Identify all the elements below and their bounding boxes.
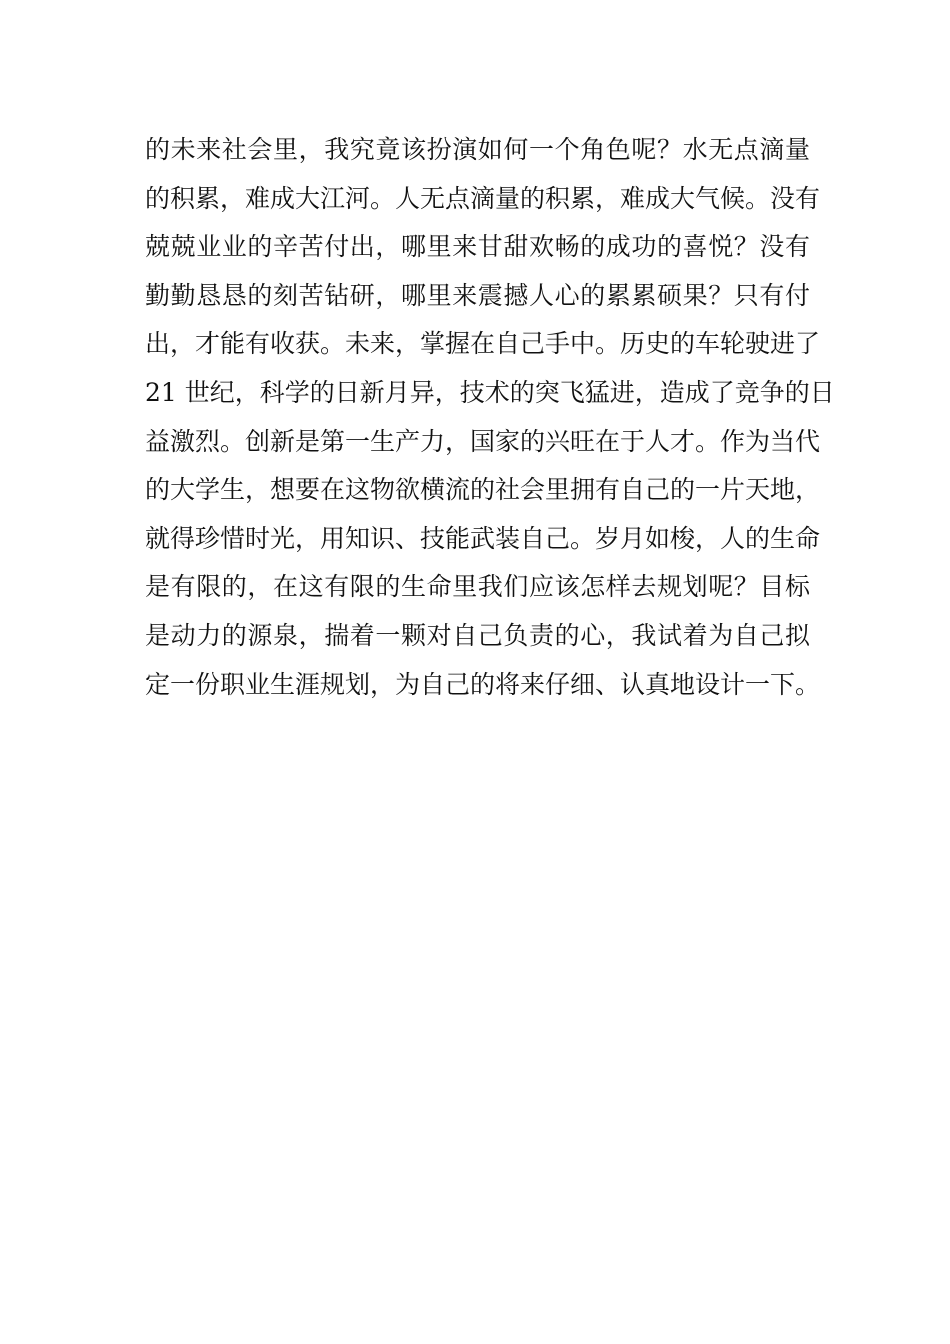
paragraph-line-6: 21 世纪，科学的日新月异，技术的突飞猛进，造成了竞争的日 [145,377,835,407]
paragraph-line-8: 的大学生，想要在这物欲横流的社会里拥有自己的一片天地， [145,475,821,505]
paragraph-line-9: 就得珍惜时光，用知识、技能武装自己。岁月如梭，人的生命 [145,523,821,553]
paragraph-line-2: 的积累，难成大江河。人无点滴量的积累，难成大气候。没有 [145,183,821,213]
paragraph-line-1: 的未来社会里，我究竟该扮演如何一个角色呢？水无点滴量 [145,135,810,164]
paragraph-line-11: 是动力的源泉，揣着一颗对自己负责的心，我试着为自己拟 [145,620,810,650]
paragraph-line-3: 兢兢业业的辛苦付出，哪里来甘甜欢畅的成功的喜悦？没有 [145,232,810,262]
paragraph-line-12: 定一份职业生涯规划，为自己的将来仔细、认真地设计一下。 [145,669,821,699]
body-paragraph [145,126,835,709]
paragraph-line-5: 出，才能有收获。未来，掌握在自己手中。历史的车轮驶进了 [145,329,821,359]
paragraph-line-10: 是有限的，在这有限的生命里我们应该怎样去规划呢？目标 [145,572,810,602]
paragraph-line-7: 益激烈。创新是第一生产力，国家的兴旺在于人才。作为当代 [145,426,821,456]
paragraph-line-4: 勤勤恳恳的刻苦钻研，哪里来震撼人心的累累硕果？只有付 [145,280,810,310]
